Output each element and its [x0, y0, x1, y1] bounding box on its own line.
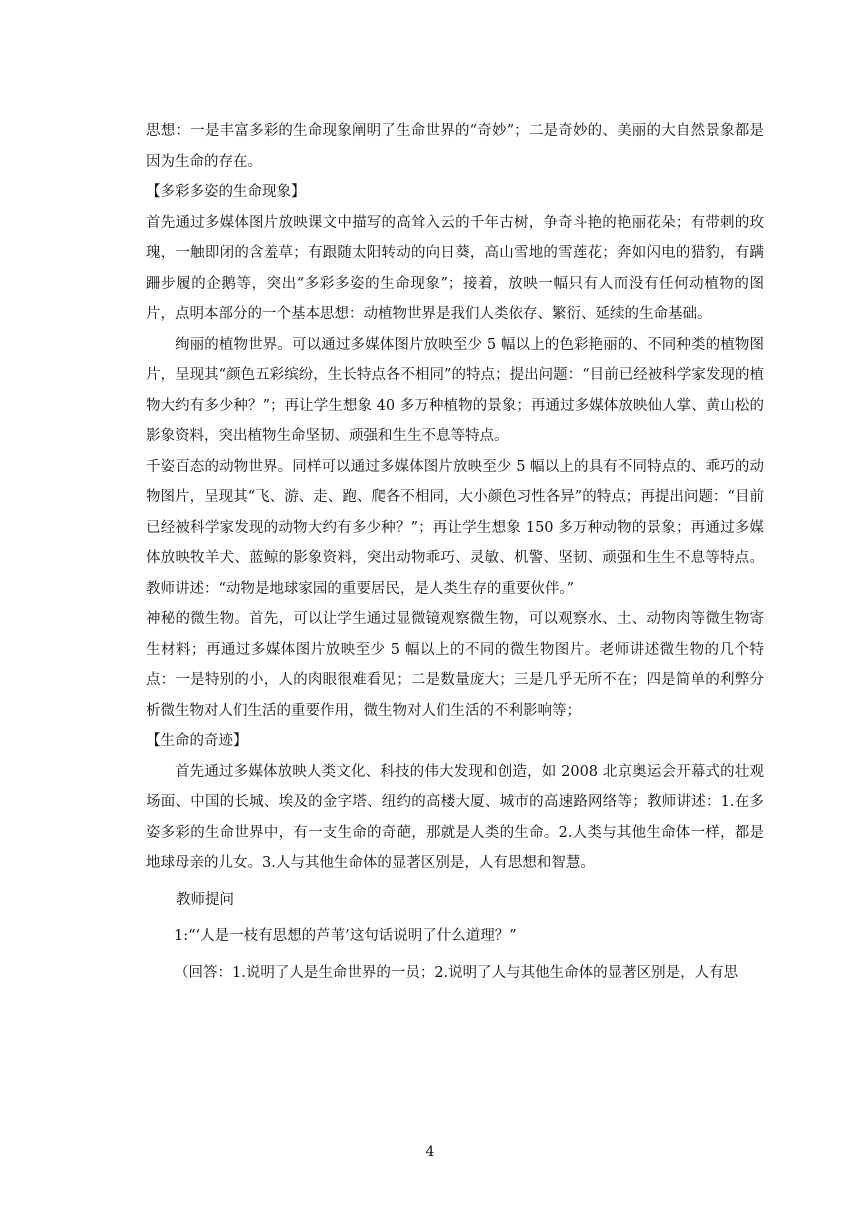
section-heading-life-phenomena: 【多彩多姿的生命现象】: [146, 184, 306, 200]
paragraph-question-1: 1:“‘人是一枝有思想的芦苇’这句话说明了什么道理？”: [174, 928, 517, 944]
paragraph-answer-1: （回答：1.说明了人是生命世界的一员；2.说明了人与其他生命体的显著区别是，人有思: [174, 964, 739, 981]
paragraph-multimedia-intro: 首先通过多媒体图片放映课文中描写的高耸入云的千年古树，争奇斗艳的艳丽花朵；有带刺的玫瑰，一触即闭的含羞草；有跟随太阳转动的向日葵，高山雪地的雪莲花；奔如闪电的猎豹，有蹒跚步履的企鹅等，突出“多彩多姿的生命现象”；接着，放映一幅只有人而没有任何动植物的图片，点明本部分的一个基本思想：动植物世界是我们人类依存、繁衍、延续的生命基础。: [146, 214, 764, 322]
paragraph-thought-summary: 思想：一是丰富多彩的生命现象阐明了生命世界的“奇妙”；二是奇妙的、美丽的大自然景象都是因为生命的存在。: [146, 123, 764, 170]
paragraph-plant-world: 绚丽的植物世界。可以通过多媒体图片放映至少 5 幅以上的色彩艳丽的、不同种类的植物图片，呈现其“颜色五彩缤纷，生长特点各不相同”的特点；提出问题：“目前已经被科学家发现的植物大约有多少种？”；再让学生想象 40 多万种植物的景象；再通过多媒体放映仙人掌、黄山松的影象资料，突出植物生命坚韧、顽强和生生不息等特点。: [146, 336, 764, 444]
page-number: 4: [425, 1144, 435, 1160]
document-body: [146, 116, 764, 988]
paragraph-teacher-question-label: 教师提问: [176, 891, 234, 908]
paragraph-human-achievements: 首先通过多媒体放映人类文化、科技的伟大发现和创造，如 2008 北京奥运会开幕式的壮观场面、中国的长城、埃及的金字塔、纽约的高楼大厦、城市的高速路网络等；教师讲述：1.在多姿多彩的生命世界中，有一支生命的奇葩，那就是人类的生命。2.人类与其他生命体一样，都是地球母亲的儿女。3.人与其他生命体的显著区别是，人有思想和智慧。: [146, 763, 764, 871]
paragraph-animal-world: 千姿百态的动物世界。同样可以通过多媒体图片放映至少 5 幅以上的具有不同特点的、乖巧的动物图片，呈现其“飞、游、走、跑、爬各不相同，大小颜色习性各异”的特点；再提出问题：“目前已经被科学家发现的动物大约有多少种？”；再让学生想象 150 多万种动物的景象；再通过多媒体放映牧羊犬、蓝鲸的影象资料，突出动物乖巧、灵敏、机警、坚韧、顽强和生生不息等特点。教师讲述：“动物是地球家园的重要居民，是人类生存的重要伙伴。”: [146, 458, 764, 597]
section-heading-miracle-of-life: 【生命的奇迹】: [146, 733, 248, 749]
paragraph-microorganisms: 神秘的微生物。首先，可以让学生通过显微镜观察微生物，可以观察水、土、动物肉等微生物寄生材料；再通过多媒体图片放映至少 5 幅以上的不同的微生物图片。老师讲述微生物的几个特点：一是特别的小，人的肉眼很难看见；二是数量庞大；三是几乎无所不在；四是简单的利弊分析微生物对人们生活的重要作用，微生物对人们生活的不利影响等；: [146, 611, 764, 719]
